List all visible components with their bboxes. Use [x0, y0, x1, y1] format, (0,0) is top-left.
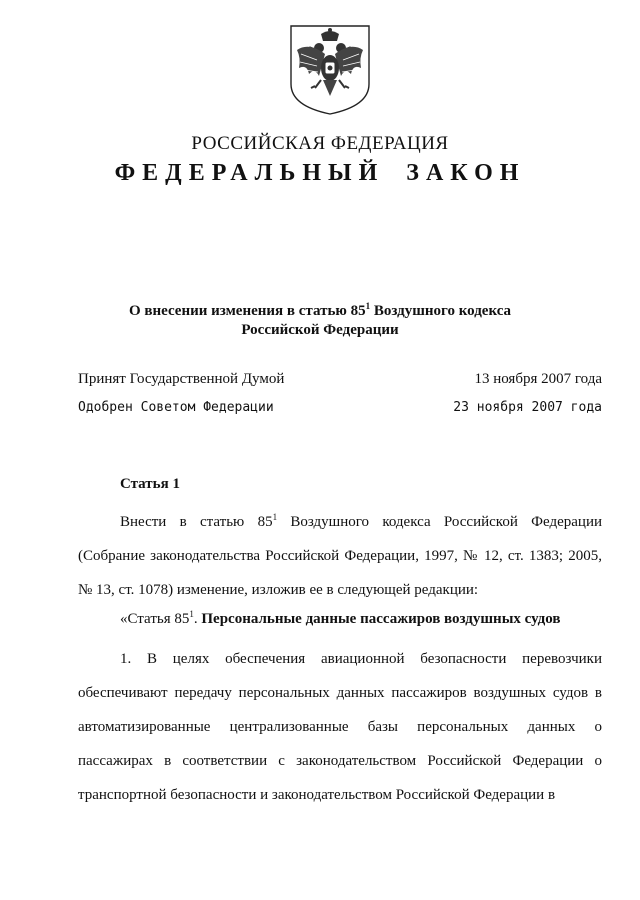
law-type-heading	[0, 160, 640, 187]
state-name: РОССИЙСКАЯ ФЕДЕРАЦИЯ	[191, 133, 449, 154]
article-paragraph-1	[78, 505, 602, 607]
adoption-date: 13 ноября 2007 года	[474, 371, 602, 387]
quote-superscript: 1	[189, 609, 194, 619]
quote-dot: .	[193, 611, 198, 627]
article-heading: Статья 1	[120, 476, 180, 492]
quote-prefix: «Статья 85	[120, 611, 190, 627]
adoption-date: 23 ноября 2007 года	[453, 400, 602, 415]
law-title	[110, 302, 530, 340]
coat-of-arms-emblem-icon	[287, 24, 373, 116]
article-point-1: 1. В целях обеспечения авиационной безопасности перевозчики обеспечивают передачу персональных данных пассажиров воздушных судов в автоматизированные централизованные базы персональных данных о пассажирах в соответствии с законодательством Российской Федерации о транспортной безопасности и законодательством Российской Федерации в	[78, 651, 602, 803]
quote-title: Персональные данные пассажиров воздушных судов	[197, 611, 561, 627]
law-type-word-federal: ФЕДЕРАЛЬНЫЙ	[114, 160, 385, 186]
para1-before: Внести в статью 85	[120, 514, 273, 530]
law-title-line2: Российской Федерации	[241, 322, 399, 338]
adoption-label: Одобрен Советом Федерации	[78, 400, 274, 415]
adoption-row-council	[78, 400, 602, 415]
para1-superscript: 1	[272, 512, 278, 522]
law-title-superscript: 1	[365, 301, 371, 311]
article-quoted-heading	[78, 602, 602, 636]
para1-after: Воздушного кодекса Российской Федерации (Собрание законодательства Российской Федерации, 1997, № 12, ст. 1383; 2005, № 13, ст. 1078) изменение, изложив ее в следующей редакции:	[78, 514, 602, 598]
law-title-line1-after: Воздушного кодекса	[370, 303, 512, 319]
law-title-line1-before: О внесении изменения в статью 85	[128, 303, 366, 319]
law-type-word-law: ЗАКОН	[406, 160, 526, 186]
adoption-label: Принят Государственной Думой	[78, 371, 285, 387]
adoption-row-duma	[78, 371, 602, 388]
